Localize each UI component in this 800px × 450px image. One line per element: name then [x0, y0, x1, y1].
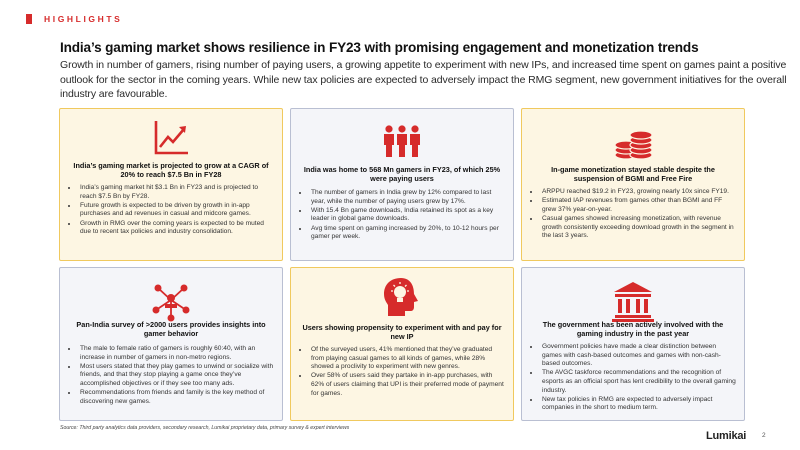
card-government: [521, 267, 745, 421]
card-market-growth: [59, 108, 283, 261]
bullet-item: • Future growth is expected to be driven by growth in in-app purchases and ad revenues in casual and midcore games.: [78, 202, 274, 219]
eyebrow-marker: [26, 14, 32, 24]
card-heading: Pan-India survey of >2000 users provides insights into gamer behavior: [76, 320, 266, 339]
card-heading: India’s gaming market is projected to grow at a CAGR of 20% to reach $7.5 Bn in FY28: [73, 161, 269, 180]
bullet-item: • The number of gamers in India grew by 12% compared to last year, while the number of paying users grew by 17%.: [309, 189, 505, 206]
bullet-item: • Over 58% of users said they partake in in-app purchases, with 62% of users claiming that UPI is their preferred mode of payment for games.: [309, 372, 505, 398]
bullet-item: • Government policies have made a clear distinction between games with cash-based outcomes and games with non-cash-based outcomes.: [540, 343, 736, 369]
card-heading: India was home to 568 Mn gamers in FY23, of which 25% were paying users: [303, 165, 501, 184]
coin-stack-icon: [608, 121, 658, 167]
card-bullets: [530, 188, 736, 241]
bullet-item: • India’s gaming market hit $3.1 Bn in FY23 and is projected to reach $7.5 Bn by FY28.: [78, 184, 274, 201]
card-heading: The government has been actively involved with the gaming industry in the past year: [542, 320, 724, 339]
card-bullets: [68, 184, 274, 237]
eyebrow-label: HIGHLIGHTS: [44, 14, 123, 24]
bullet-item: • The AVGC taskforce recommendations and the recognition of esports as an official sport has lent credibility to the overall gaming industry.: [540, 369, 736, 395]
bullet-item: • ARPPU reached $19.2 in FY23, growing nearly 10x since FY19.: [540, 188, 736, 197]
network-people-icon: [146, 278, 196, 324]
bullet-item: • Growth in RMG over the coming years is expected to be muted due to recent tax policies and industry consolidation.: [78, 220, 274, 237]
bullet-item: • Estimated IAP revenues from games other than BGMI and FF grew 37% year-on-year.: [540, 197, 736, 214]
card-bullets: [68, 345, 274, 407]
card-heading: In-game monetization stayed stable despite the suspension of BGMI and Free Fire: [551, 165, 715, 184]
bullet-item: • New tax policies in RMG are expected to adversely impact companies in the short to medium term.: [540, 396, 736, 413]
card-new-ip: [290, 267, 514, 421]
people-group-icon: [377, 119, 427, 165]
card-monetization: [521, 108, 745, 261]
bullet-item: • Avg time spent on gaming increased by 20%, to 10-12 hours per gamer per week.: [309, 225, 505, 242]
page-subtitle: Growth in number of gamers, rising number of paying users, a growing appetite to experiment with new IPs, and increased time spent on games paint a positive outlook for the sector in the coming years. While new tax policies are expected to adversely impact the RMG segment, new government initiatives for the overall industry are favourable.: [60, 59, 787, 101]
card-survey: [59, 267, 283, 421]
government-building-icon: [608, 278, 658, 324]
bullet-item: • Recommendations from friends and family is the key method of discovering new games.: [78, 389, 274, 406]
card-bullets: [530, 343, 736, 414]
bullet-item: • The male to female ratio of gamers is roughly 60:40, with an increase in number of gamers in non-metro regions.: [78, 345, 274, 362]
card-bullets: [299, 346, 505, 399]
section-eyebrow: [26, 14, 122, 24]
growth-chart-icon: [146, 115, 196, 161]
bullet-item: • With 15.4 Bn game downloads, India retained its spot as a key leader in global game downloads.: [309, 207, 505, 224]
logo-text: Lumikai: [706, 430, 747, 442]
card-bullets: [299, 189, 505, 242]
page-number: 2: [762, 432, 766, 439]
card-gamers: [290, 108, 514, 261]
bullet-item: • Most users stated that they play games to unwind or socialize with friends, and that they stop playing a game once they’ve accomplished objectives or if they see too many ads.: [78, 363, 274, 389]
bullet-item: • Casual games showed increasing monetization, with revenue growth consistently exceeding download growth in the segment in the last 3 years.: [540, 215, 736, 241]
bullet-item: • Of the surveyed users, 41% mentioned that they’ve graduated from playing casual games to all kinds of games, while 28% showed a proclivity to experiment with new genres.: [309, 346, 505, 372]
card-heading: Users showing propensity to experiment with and pay for new IP: [302, 323, 502, 342]
head-lightbulb-icon: [377, 274, 427, 320]
lumikai-logo: [706, 430, 746, 442]
source-note: Source: Third party analytics data providers, secondary research, Lumikai proprietary data, primary survey & expert interviews: [60, 425, 350, 431]
page-title: India’s gaming market shows resilience in FY23 with promising engagement and monetization trends: [60, 40, 699, 55]
